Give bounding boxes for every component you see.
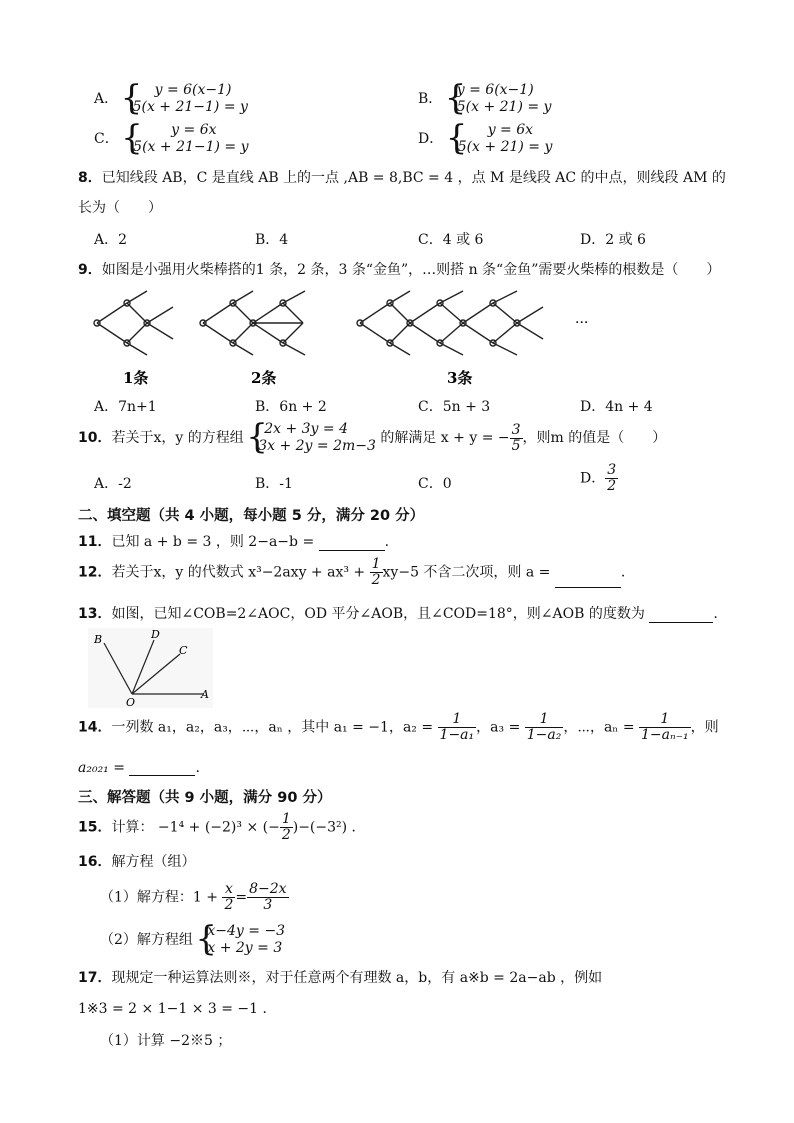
fish-label-2: 2条 [251, 369, 277, 387]
q10-option-d: D． $\frac{3}{2}$ [580, 462, 617, 494]
q10-fraction: $\frac{3}{5}$ [511, 421, 521, 454]
label-o: O [126, 696, 136, 708]
fish-1-drawing [94, 291, 173, 355]
label-b: B [94, 633, 103, 646]
q7-option-c: C． { y = 6x 5(x + 21−1) = y [94, 122, 249, 156]
q9-goldfish-figure [85, 285, 605, 390]
q11: 11．已知 a + b = 3 ，则 2−a−b = . [78, 534, 390, 550]
q10-option-c: C．0 [418, 476, 452, 492]
q7-a-system: { y = 6(x−1) 5(x + 21−1) = y [123, 82, 248, 116]
fish-label-1: 1条 [123, 369, 149, 387]
q7-d-system: { y = 6x 5(x + 21) = y [448, 122, 553, 156]
q17-part1: （1）计算 −2※5 ； [100, 1033, 232, 1049]
q13-answer-blank[interactable] [649, 608, 713, 623]
q8-option-a: A．2 [94, 232, 128, 248]
q9-option-d: D．4n + 4 [580, 399, 653, 415]
label-a: A [201, 688, 209, 701]
label-d: D [151, 628, 160, 641]
q7-option-d: D． { y = 6x 5(x + 21) = y [418, 122, 552, 156]
q16-title: 16．解方程（组） [78, 854, 196, 870]
q7-c-system: { y = 6x 5(x + 21−1) = y [123, 122, 248, 156]
q9-stem: 9．如图是小强用火柴棒搭的1 条，2 条，3 条“金鱼”，…则搭 n 条“金鱼”需要火柴棒的根数是（ ） [78, 262, 721, 278]
q8-option-b: B．4 [255, 232, 289, 248]
q16-part2: （2）解方程组 { x−4y = −3 x + 2y = 3 [100, 923, 285, 957]
q17-line1: 17．现规定一种运算法则※，对于任意两个有理数 a，b，有 a※b = 2a−ab ，例如 [78, 970, 603, 986]
q10-system: { 2x + 3y = 4 3x + 2y = 2m−3 [248, 421, 376, 455]
q13: 13．如图，已知∠COB=2∠AOC，OD 平分∠AOB，且∠COD=18°，则∠AOB 的度数为 . [78, 606, 718, 622]
q14-answer-blank[interactable] [129, 761, 195, 776]
q8-stem-line2: 长为（ ） [78, 200, 162, 216]
q9-option-c: C．5n + 3 [418, 399, 491, 415]
q15: 15．计算： −1⁴ + (−2)³ × (− $\frac{1}{2}$ )−(−3²) ． [78, 811, 366, 843]
q14: 14．一列数 a₁，a₂，a₃，⋯，aₙ ，其中 a₁ = −1，a₂ = $\frac{1}{\text{1−a₁}}$ ，a₃ = $\frac{1}{\text{1−a₂}}$ ，⋯，aₙ = $\frac{1}{\text{1−aₙ₋₁}}$ ，则 [78, 711, 719, 743]
fish-3-drawing [357, 291, 543, 355]
label-c: C [179, 644, 188, 657]
q12: 12．若关于x，y 的代数式 x³−2axy + ax³ + $\frac{1}{2}$ xy−5 不含二次项，则 a = . [78, 556, 626, 588]
q16-part1: （1）解方程：1 + $\frac{x}{2}$ = $\frac{8-2x}{3}$ [100, 881, 287, 913]
q13-angle-figure [88, 628, 213, 708]
section-3-heading: 三、解答题（共 9 小题，满分 90 分） [78, 790, 332, 806]
q10-stem: 10．若关于x，y 的方程组 { 2x + 3y = 4 3x + 2y = 2m−3 的解满足 x + y = − $\frac{3}{5}$ ，则m 的值是（ ） [78, 421, 666, 455]
q7-b-system: { y = 6(x−1) 5(x + 21) = y [447, 82, 552, 116]
q8-option-c: C．4 或 6 [418, 232, 484, 248]
q14-line2: a₂₀₂₁ = . [78, 760, 200, 776]
q17-line2: 1※3 = 2 × 1−1 × 3 = −1 ． [78, 1001, 277, 1017]
q9-option-a: A．7n+1 [94, 399, 157, 415]
fish-2-drawing [200, 291, 305, 355]
q8-option-d: D．2 或 6 [580, 232, 646, 248]
fish-label-3: 3条 [447, 369, 473, 387]
q11-answer-blank[interactable] [319, 536, 385, 551]
section-2-heading: 二、填空题（共 4 小题，每小题 5 分，满分 20 分） [78, 508, 425, 524]
q10-option-b: B．-1 [255, 476, 293, 492]
q10-option-a: A．-2 [94, 476, 132, 492]
q8-stem-line1: 8．已知线段 AB，C 是直线 AB 上的一点 ,AB = 8,BC = 4 ，点 M 是线段 AC 的中点，则线段 AM 的 [78, 170, 726, 186]
q7-option-a: A． { y = 6(x−1) 5(x + 21−1) = y [94, 82, 248, 116]
q7-option-b: B． { y = 6(x−1) 5(x + 21) = y [418, 82, 551, 116]
fish-dots: ··· [575, 315, 589, 331]
q16-system: { x−4y = −3 x + 2y = 3 [197, 923, 285, 957]
q9-option-b: B．6n + 2 [255, 399, 327, 415]
q12-answer-blank[interactable] [555, 573, 621, 588]
